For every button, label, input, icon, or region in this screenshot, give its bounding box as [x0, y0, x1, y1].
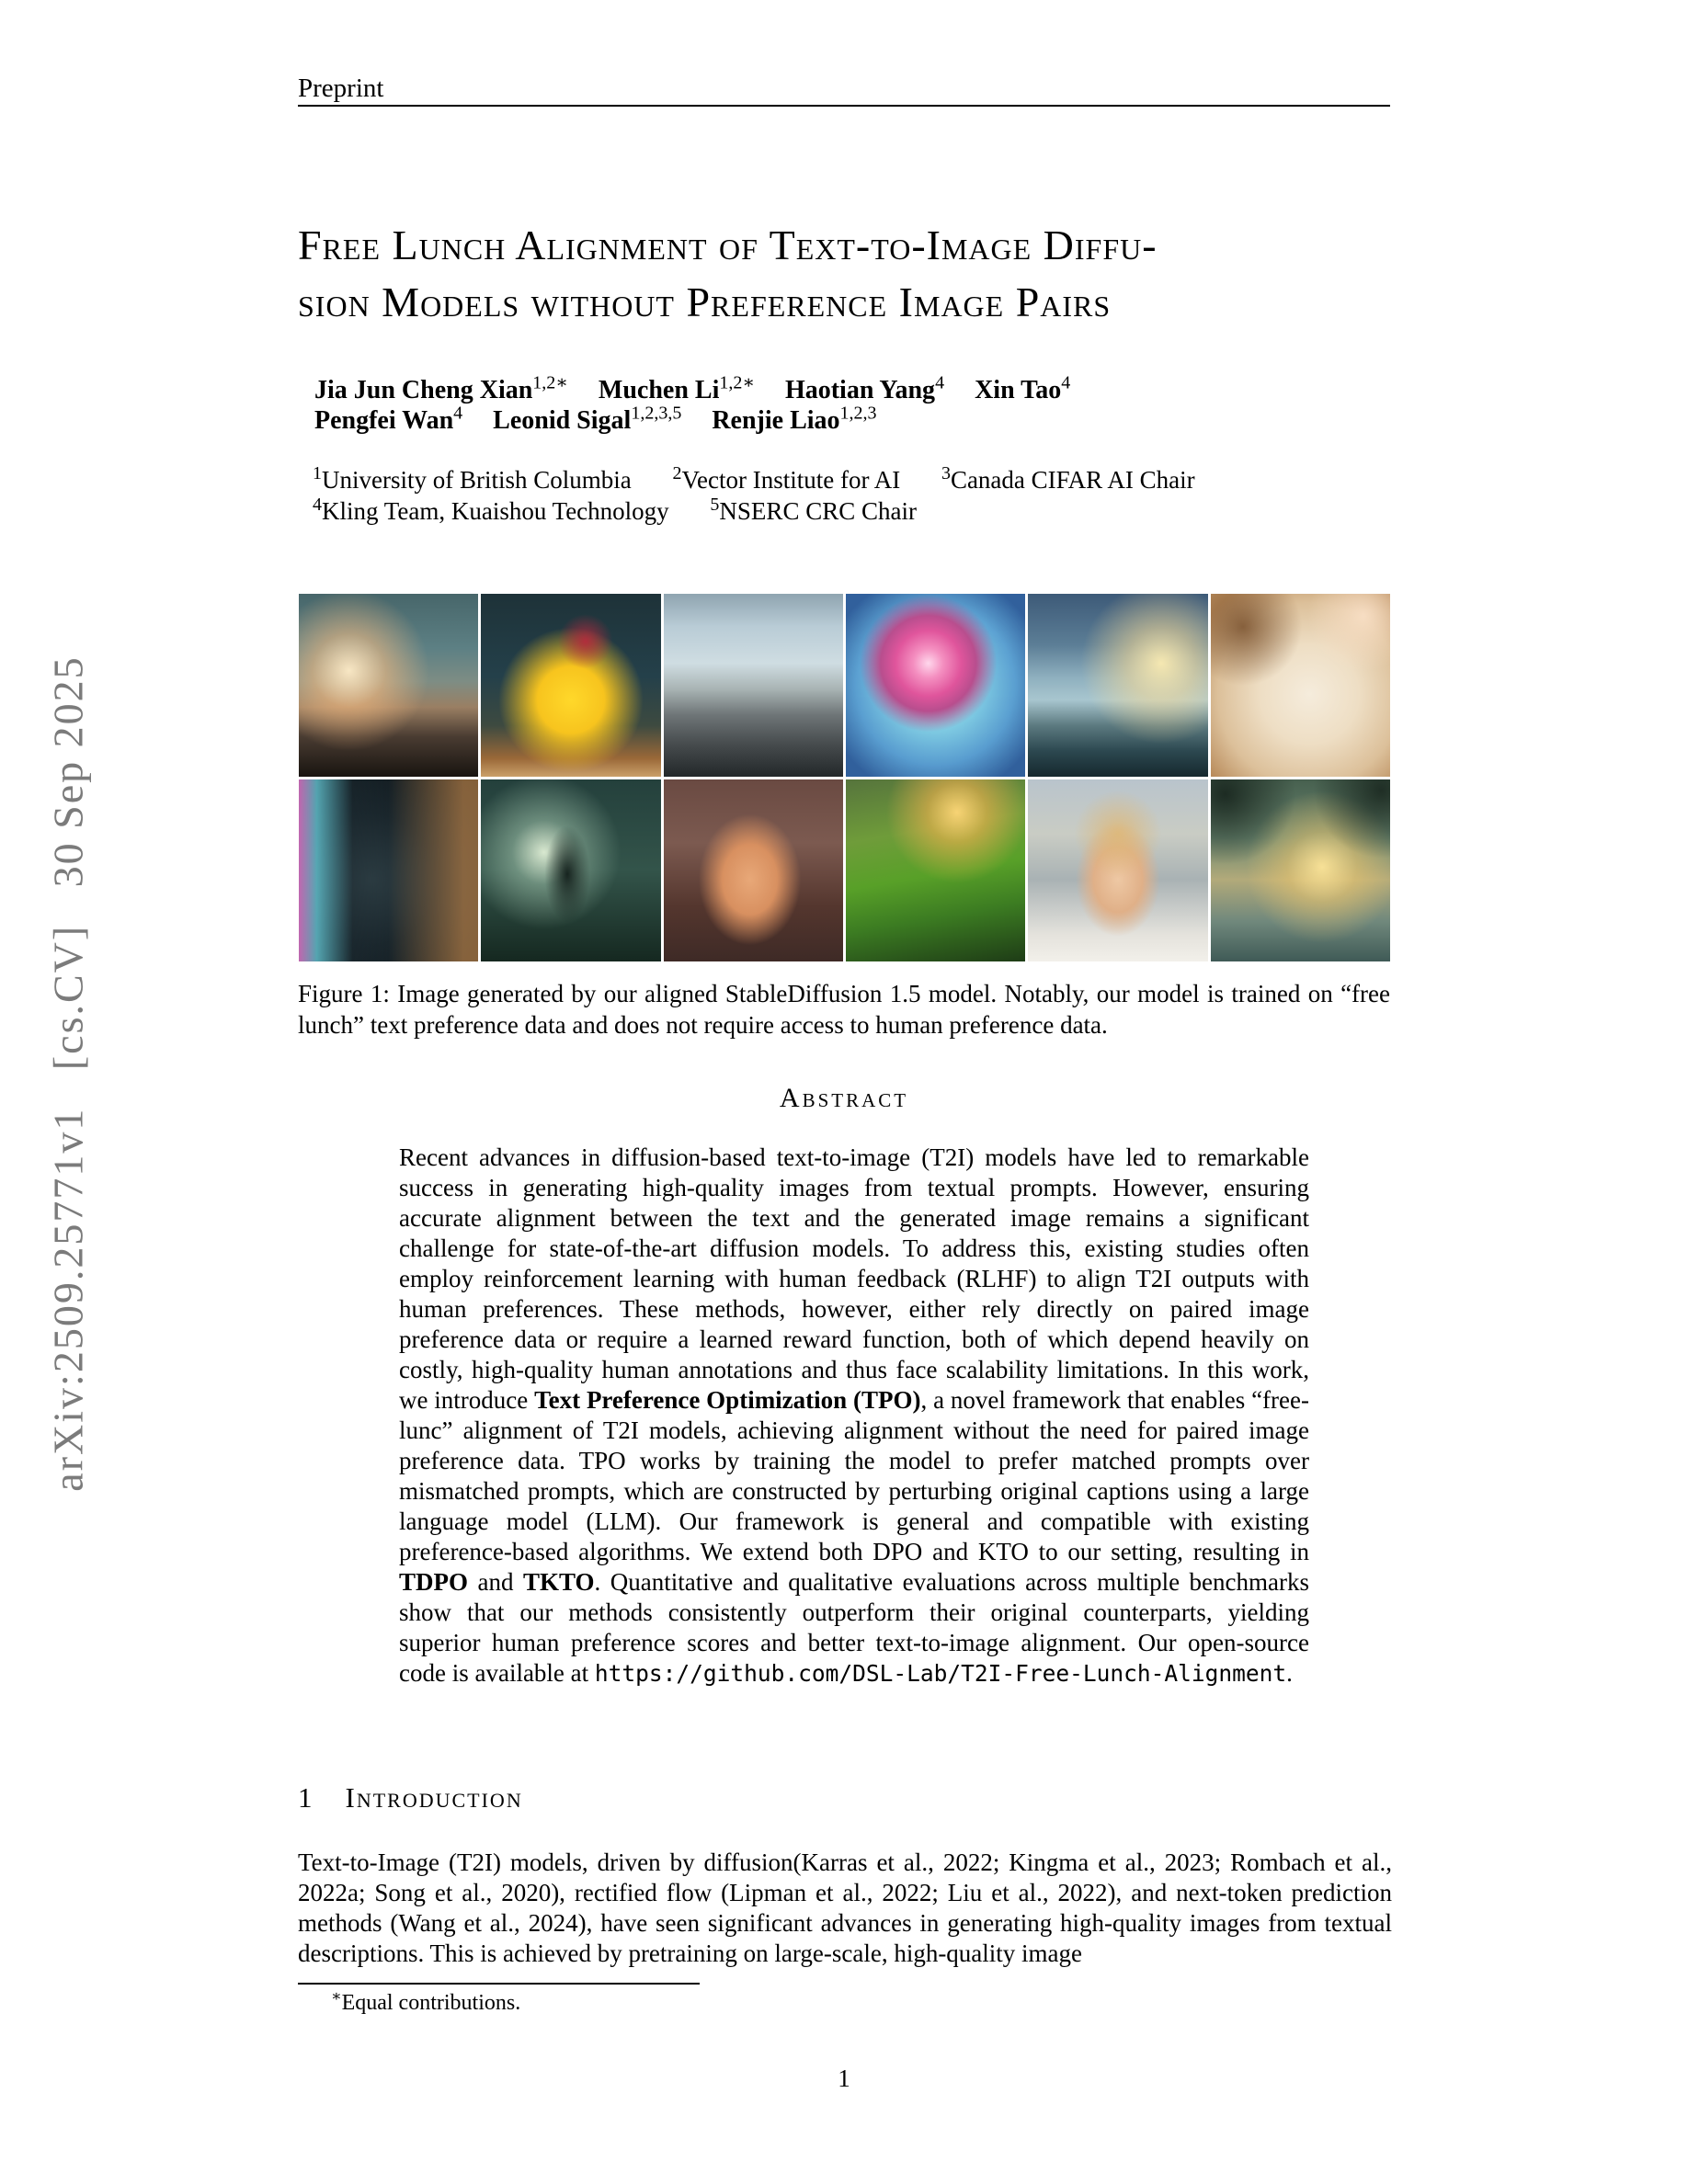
paper-title-line2: sion Models without Preference Image Pairs [298, 279, 1112, 325]
author-row-1 [314, 372, 1390, 405]
figure-image-cyberpunk-cat [299, 779, 478, 962]
abstract-part: . Quantitative and qualitative evaluations across multiple benchmarks show that our methods consistently outperform their original counterparts, yielding superior human preference scores and better text-to-image alignment. Our open-source code is available at [399, 1568, 1310, 1687]
author: Pengfei Wan$^4$ [314, 403, 463, 435]
page-number: 1 [838, 2065, 850, 2092]
section-number: 1 [298, 1781, 313, 1814]
abstract-bold-tdpo: TDPO [399, 1568, 469, 1596]
author-affil-sup: 1,2,3 [839, 403, 877, 424]
figure-image-tornado-city [299, 594, 478, 777]
introduction-paragraph: Text-to-Image (T2I) models, driven by diffusion(Karras et al., 2022; Kingma et al., 2023; Rombach et al., 2022a; Song et al., 2020), rectified flow (Lipman et al., 2022; Liu et al., 2022), and next-token prediction methods (Wang et al., 2024), have seen significant advances in generating high-quality images from textual descriptions. This is achieved by pretraining on large-scale, high-quality image [298, 1848, 1392, 1967]
affiliation-row-2 [313, 495, 1397, 527]
author-affil-sup: 4 [453, 403, 463, 424]
author-affil-sup: 1,2∗ [719, 372, 755, 393]
figure-image-poodle-puppy [664, 779, 843, 962]
section-title: Introduction [345, 1781, 523, 1814]
affiliation: $^1$University of British Columbia [313, 463, 632, 494]
affiliation: $^3$Canada CIFAR AI Chair [941, 463, 1195, 494]
figure-image-roses-still-life [1211, 594, 1390, 777]
abstract-part: . [1286, 1659, 1293, 1687]
figure-image-princess-crown [1028, 779, 1207, 962]
abstract-part: Recent advances in diffusion-based text-to-image (T2I) models have led to remarkable success in generating high-quality images from textual prompts. However, ensuring accurate alignment between the text and the generated image remains a significant challenge for state-of-the-art diffusion models. To address this, existing studies often employ reinforcement learning with human feedback (RLHF) to align T2I outputs with human preferences. These methods, however, either rely directly on paired image preference data or require a learned reward function, both of which depend heavily on costly, high-quality human annotations and thus face scalability limitations. In this work, we introduce [399, 1143, 1309, 1414]
figure-image-living-room [664, 594, 843, 777]
abstract-heading: Abstract [779, 1083, 909, 1113]
footnote-equal-contributions: ∗Equal contributions. [331, 1987, 521, 2015]
affiliation: $^4$Kling Team, Kuaishou Technology [313, 495, 669, 525]
github-repo-link[interactable]: https://github.com/DSL-Lab/T2I-Free-Lunch-Alignment [594, 1660, 1287, 1687]
paper-title [298, 217, 1410, 331]
author: Haotian Yang$^4$ [784, 372, 945, 404]
figure-image-pikachu-guitar [481, 594, 660, 777]
affiliation-row-1 [313, 464, 1397, 495]
running-header: Preprint [298, 74, 384, 103]
figure-image-leaf-droplet [846, 779, 1025, 962]
affiliation-block [313, 464, 1397, 527]
author-affil-sup: 1,2∗ [532, 372, 568, 393]
abstract-bold-tkto: TKTO [522, 1568, 595, 1596]
figure1-caption: Figure 1: Image generated by our aligned StableDiffusion 1.5 model. Notably, our model is trained on “free lunch” text preference data and does not require access to human preference data. [298, 980, 1390, 1039]
author-block [314, 372, 1390, 436]
header-rule [298, 105, 1390, 107]
figure-image-fantasy-castle [1028, 594, 1207, 777]
section-1-heading [298, 1781, 1390, 1814]
abstract-part: , a novel framework that enables “free-lunc” alignment of T2I models, achieving alignment without the need for paired image preference data. TPO works by training the model to prefer matched prompts over mismatched prompts, which are constructed by perturbing original captions using a large language model (LLM). Our framework is general and compatible with existing preference-based algorithms. We extend both DPO and KTO to our setting, resulting in [399, 1386, 1309, 1565]
author: Muchen $Li^{1,2∗}$ [598, 372, 755, 404]
author: Renjie Liao$^{1,2,3}$ [712, 403, 877, 435]
author: Jia Jun Cheng Xian$^{1,2∗}$ [314, 372, 568, 404]
author-affil-sup: 4 [935, 372, 945, 393]
abstract-bold-tpo: Text Preference Optimization (TPO) [534, 1386, 921, 1414]
author-affil-sup: 1,2,3,5 [631, 403, 682, 424]
figure-image-mist-silhouette [481, 779, 660, 962]
author-affil-sup: 4 [1061, 372, 1071, 393]
paper-title-line1: Free Lunch Alignment of Text-to-Image Diffu- [298, 222, 1158, 268]
arxiv-watermark: arXiv:2509.25771v1 [cs.CV] 30 Sep 2025 [44, 655, 92, 1492]
affiliation: $^2$Vector Institute for AI [672, 463, 901, 494]
footnote-marker: ∗ [331, 1987, 342, 2005]
figure-image-flower-macro [846, 594, 1025, 777]
author: Xin Tao$^4$ [975, 372, 1071, 404]
author-row-2 [314, 405, 1390, 436]
abstract-text [399, 1143, 1309, 1689]
footnote-rule [298, 1983, 700, 1985]
affiliation: $^5$NSERC CRC Chair [710, 495, 917, 525]
author: Leonid Sigal$^{1,2,3,5}$ [493, 403, 682, 435]
figure-image-swans-sunset [1211, 779, 1390, 962]
abstract-part: and [468, 1568, 523, 1596]
figure1-image-grid [299, 594, 1390, 961]
